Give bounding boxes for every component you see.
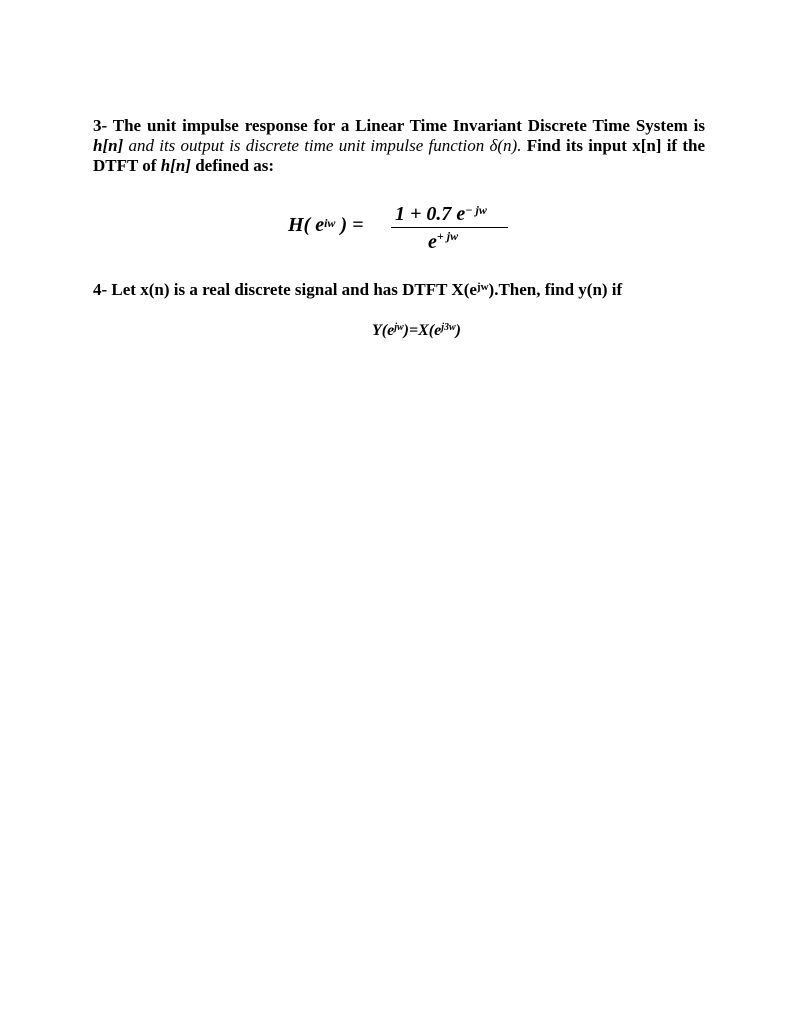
fraction-bar [391, 227, 508, 228]
numerator-base: 1 + 0.7 e [395, 203, 466, 225]
equation-numerator [395, 203, 487, 226]
eq2-y-exponent: jw [394, 322, 404, 333]
problem-3-output-clause: and its output is discrete time unit impulse function δ(n). [123, 136, 522, 155]
denominator-exponent: + jw [436, 229, 459, 243]
problem-4-text [93, 280, 705, 302]
impulse-response-variable-2: h[n] [160, 156, 191, 175]
denominator-base: e [428, 231, 437, 253]
numerator-exponent: − jw [465, 203, 487, 217]
lhs-base: H( e [288, 214, 325, 236]
lhs-equals: ) = [335, 214, 364, 236]
problem-4-exponent: jw [476, 281, 489, 293]
eq2-middle: )=X(e [403, 322, 442, 339]
frequency-scaling-equation [372, 322, 461, 340]
problem-3-find-clause: Find its input x[n] if the DTFT of [93, 136, 705, 175]
equation-lhs [288, 214, 364, 237]
eq2-close: ) [455, 322, 461, 339]
eq2-x-exponent: j3w [441, 322, 456, 333]
lhs-exponent: iw [324, 216, 336, 230]
problem-3-tail: defined as: [190, 156, 275, 175]
problem-4-tail: ).Then, find y(n) if [488, 280, 623, 299]
eq2-y-base: Y(e [372, 322, 395, 339]
transfer-function-equation [288, 200, 518, 252]
problem-4-lead: 4- Let x(n) is a real discrete signal and has DTFT X(e [93, 280, 477, 299]
impulse-response-variable: h[n] [93, 136, 124, 155]
problem-3-text [93, 116, 705, 176]
equation-denominator [428, 231, 458, 254]
problem-3-lead: 3- The unit impulse response for a Linear Time Invariant Discrete Time System is [93, 116, 705, 135]
